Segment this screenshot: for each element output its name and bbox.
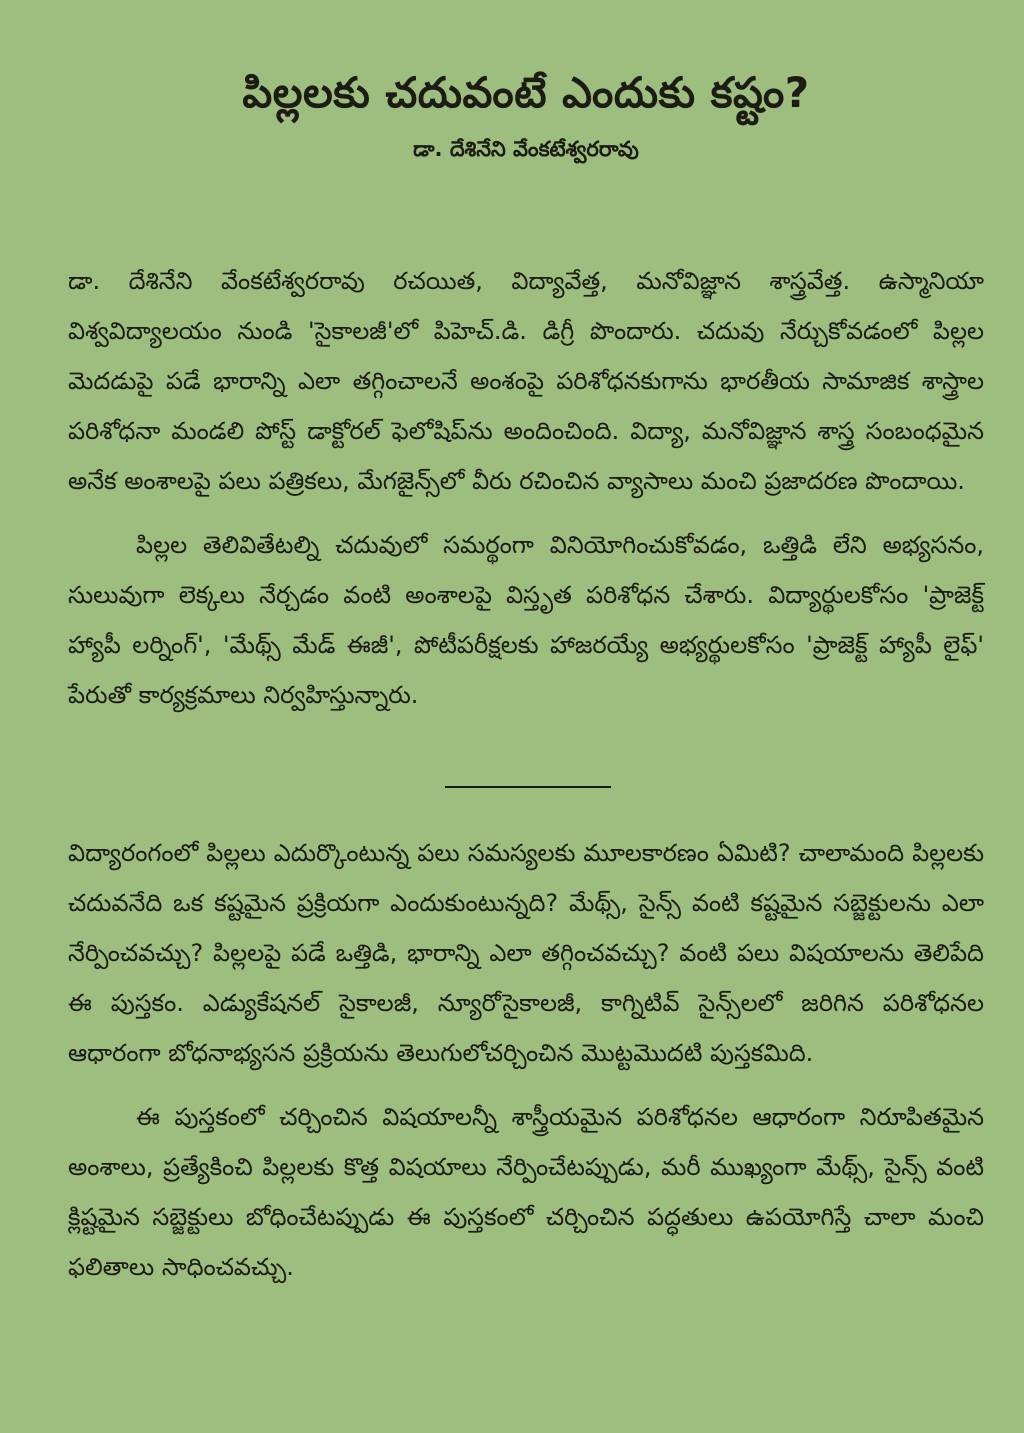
- book-blurb: [68, 828, 984, 1292]
- author-bio: [68, 256, 984, 720]
- bio-paragraph: డా. దేశినేని వేంకటేశ్వరరావు రచయిత, విద్యావేత్త, మనోవిజ్ఞాన శాస్త్రవేత్త. ఉస్మానియా విశ్వవిద్యాలయం నుండి 'సైకాలజీ'లో పిహెచ్.డి. డిగ్రీ పొందారు. చదువు నేర్చుకోవడంలో పిల్లల మెదడుపై పడే భారాన్ని ఎలా తగ్గించాలనే అంశంపై పరిశోధనకుగాను భారతీయ సామాజిక శాస్త్రాల పరిశోధనా మండలి పోస్ట్ డాక్టోరల్ ఫెలోషిప్‌ను అందించింది. విద్యా, మనోవిజ్ఞాన శాస్త్ర సంబంధమైన అనేక అంశాలపై పలు పత్రికలు, మేగజైన్స్‌లో వీరు రచించిన వ్యాసాలు మంచి ప్రజాదరణ పొందాయి.: [68, 266, 984, 495]
- author-name: డా. దేశినేని వేంకటేశ్వరరావు: [413, 137, 639, 162]
- bio-paragraph: పిల్లల తెలివితేటల్ని చదువులో సమర్థంగా వినియోగించుకోవడం, ఒత్తిడి లేని అభ్యసనం, సులువుగా లెక్కలు నేర్చడం వంటి అంశాలపై విస్తృత పరిశోధన చేశారు. విద్యార్థులకోసం 'ప్రాజెక్ట్ హ్యాపీ లర్నింగ్', 'మేథ్స్ మేడ్ ఈజీ', పోటీపరీక్షలకు హాజరయ్యే అభ్యర్థులకోసం 'ప్రాజెక్ట్ హ్యాపీ లైఫ్' పేరుతో కార్యక్రమాలు నిర్వహిస్తున్నారు.: [68, 530, 984, 709]
- book-title: పిల్లలకు చదువంటే ఎందుకు కష్టం?: [242, 68, 810, 117]
- blurb-paragraph: విద్యారంగంలో పిల్లలు ఎదుర్కొంటున్న పలు సమస్యలకు మూలకారణం ఏమిటి? చాలామంది పిల్లలకు చదువనేది ఒక కష్టమైన ప్రక్రియగా ఎందుకుంటున్నది? మేథ్స్, సైన్స్ వంటి కష్టమైన సబ్జెక్టులను ఎలా నేర్పించవచ్చు? పిల్లలపై పడే ఒత్తిడి, భారాన్ని ఎలా తగ్గించవచ్చు? వంటి పలు విషయాలను తెలిపేది ఈ పుస్తకం. ఎడ్యుకేషనల్ సైకాలజీ, న్యూరోసైకాలజీ, కాగ్నిటివ్ సైన్స్‌లలో జరిగిన పరిశోధనల ఆధారంగా బోధనాభ్యసన ప్రక్రియను తెలుగులోచర్చించిన మొట్టమొదటి పుస్తకమిది.: [68, 838, 984, 1067]
- section-divider: [445, 786, 611, 788]
- blurb-paragraph: ఈ పుస్తకంలో చర్చించిన విషయాలన్నీ శాస్త్రీయమైన పరిశోధనల ఆధారంగా నిరూపితమైన అంశాలు, ప్రత్యేకించి పిల్లలకు కొత్త విషయాలు నేర్పించేటప్పుడు, మరీ ముఖ్యంగా మేథ్స్, సైన్స్ వంటి క్లిష్టమైన సబ్జెక్టులు బోధించేటప్పుడు ఈ పుస్తకంలో చర్చించిన పద్ధతులు ఉపయోగిస్తే చాలా మంచి ఫలితాలు సాధించవచ్చు.: [68, 1102, 984, 1281]
